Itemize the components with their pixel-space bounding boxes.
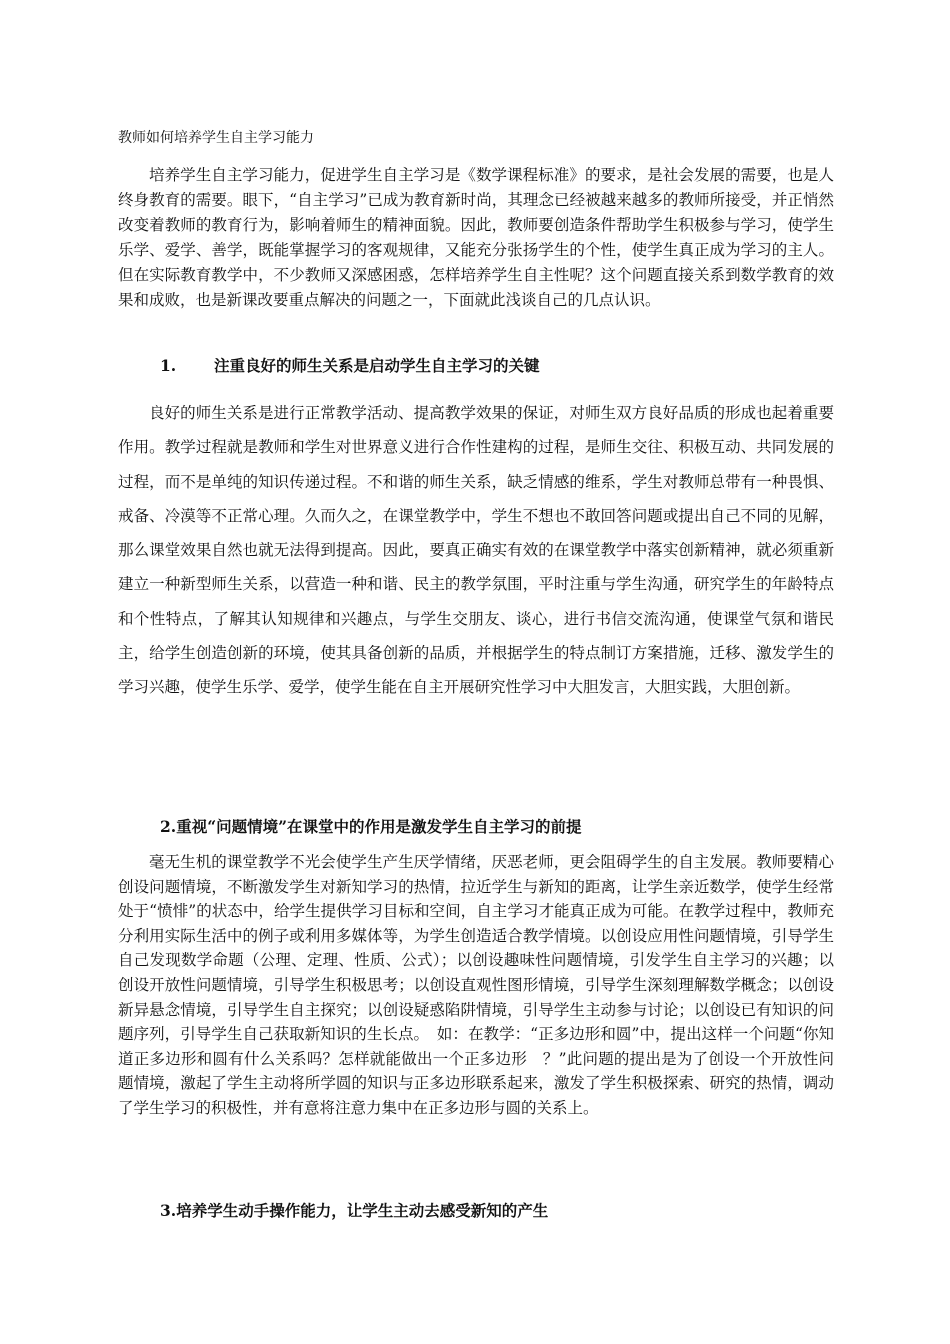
section-2-title: 重视“问题情境”在课堂中的作用是激发学生自主学习的前提 xyxy=(176,817,582,836)
document-title: 教师如何培养学生自主学习能力 xyxy=(118,130,314,146)
section-1-title: 注重良好的师生关系是启动学生自主学习的关键 xyxy=(214,356,540,375)
section-2-body: 毫无生机的课堂教学不光会使学生产生厌学情绪，厌恶老师，更会阻碍学生的自主发展。教师要精心创设问题情境，不断激发学生对新知学习的热情，拉近学生与新知的距离，让学生亲近数学，使学生经常处于“愤悱”的状态中，给学生提供学习目标和空间，自主学习才能真正成为可能。在教学过程中，教师充分利用实际生活中的例子或利用多媒体等，为学生创造适合教学情境。以创设应用性问题情境，引导学生自己发现数学命题（公理、定理、性质、公式）；以创设趣味性问题情境，引发学生自主学习的兴趣；以创设开放性问题情境，引导学生积极思考；以创设直观性图形情境，引导学生深刻理解数学概念；以创设新异悬念情境，引导学生自主探究；以创设疑惑陷阱情境，引导学生主动参与讨论；以创设已有知识的问题序列，引导学生自己获取新知识的生长点。 如：在教学：“正多边形和圆”中，提出这样一个问题“你知道正多边形和圆有什么关系吗？怎样就能做出一个正多边形 ？”此问题的提出是为了创设一个开放性问题情境，激起了学生主动将所学圆的知识与正多边形联系起来，激发了学生积极探索、研究的热情，调动了学生学习的积极性，并有意将注意力集中在正多边形与圆的关系上。 xyxy=(118,853,834,1117)
section-1-heading xyxy=(160,356,840,376)
section-3-title: 培养学生动手操作能力，让学生主动去感受新知的产生 xyxy=(176,1201,549,1220)
section-2-number: 2. xyxy=(160,817,177,836)
section-1-body: 良好的师生关系是进行正常教学活动、提高教学效果的保证，对师生双方良好品质的形成也起着重要作用。教学过程就是教师和学生对世界意义进行合作性建构的过程，是师生交往、积极互动、共同发展的过程，而不是单纯的知识传递过程。不和谐的师生关系，缺乏情感的维系，学生对教师总带有一种畏惧、戒备、冷漠等不正常心理。久而久之，在课堂教学中，学生不想也不敢回答问题或提出自己不同的见解，那么课堂效果自然也就无法得到提高。因此，要真正确实有效的在课堂教学中落实创新精神，就必须重新建立一种新型师生关系，以营造一种和谐、民主的教学氛围，平时注重与学生沟通，研究学生的年龄特点和个性特点，了解其认知规律和兴趣点，与学生交朋友、谈心，进行书信交流沟通，使课堂气氛和谐民主，给学生创造创新的环境，使其具备创新的品质，并根据学生的特点制订方案措施，迁移、激发学生的学习兴趣，使学生乐学、爱学，使学生能在自主开展研究性学习中大胆发言，大胆实践，大胆创新。 xyxy=(118,404,834,697)
section-1-number: 1. xyxy=(160,356,177,375)
intro-paragraph: 培养学生自主学习能力，促进学生自主学习是《数学课程标准》的要求，是社会发展的需要，也是人终身教育的需要。眼下，“自主学习”已成为教育新时尚，其理念已经被越来越多的教师所接受，并正悄然改变着教师的教育行为，影响着师生的精神面貌。因此，教师要创造条件帮助学生积极参与学习，使学生乐学、爱学、善学，既能掌握学习的客观规律，又能充分张扬学生的个性，使学生真正成为学习的主人。但在实际教育教学中，不少教师又深感困惑，怎样培养学生自主性呢？这个问题直接关系到数学教育的效果和成败，也是新课改要重点解决的问题之一，下面就此浅谈自己的几点认识。 xyxy=(118,166,834,309)
section-2-heading xyxy=(160,817,840,837)
section-3-heading xyxy=(160,1201,840,1221)
section-3-number: 3. xyxy=(160,1201,177,1220)
